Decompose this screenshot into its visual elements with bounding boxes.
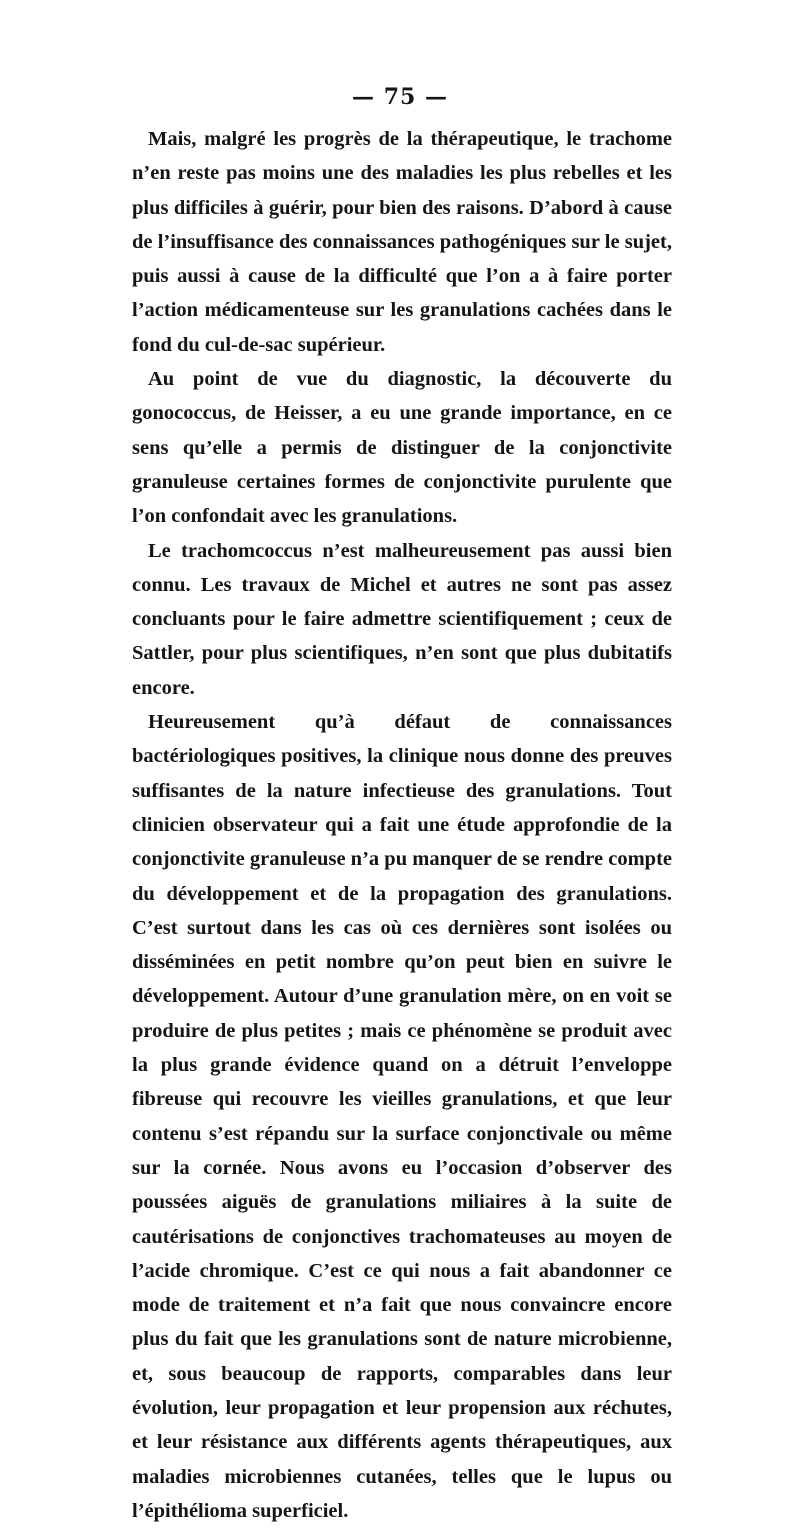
paragraph-clinical-evidence: Heureusement qu’à défaut de connaissances bactériologiques positives, la clinique nous donne des preuves suffisantes de la nature infectieuse des granulations. Tout clinicien observateur qui a fait une étude approfondie de la conjonctivite granuleuse n’a pu manquer de se rendre compte du développement et de la propagation des granulations. C’est surtout dans les cas où ces dernières sont isolées ou disséminées en petit nombre qu’on peut bien en suivre le développement. Autour d’une granulation mère, on en voit se produire de plus petites ; mais ce phénomène se produit avec la plus grande évidence quand on a détruit l’enveloppe fibreuse qui recouvre les vieilles granulations, et que leur contenu s’est répandu sur la surface conjonctivale ou même sur la cornée. Nous avons eu l’occasion d’observer des poussées aiguës de granulations miliaires à la suite de cautérisations de conjonctives trachomateuses au moyen de l’acide chromique. C’est ce qui nous a fait abandonner ce mode de traitement et n’a fait que nous convaincre encore plus du fait que les granulations sont de nature microbienne, et, sous beaucoup de rapports, comparables dans leur évolution, leur propagation et leur propension aux réchutes, et leur résistance aux différents agents thérapeutiques, aux maladies microbiennes cutanées, telles que le lupus ou l’épithélioma superficiel.	[132, 711, 672, 1522]
body-text	[132, 122, 672, 1528]
paragraph-trachomcoccus: Le trachomcoccus n’est malheureusement pas aussi bien connu. Les travaux de Michel et autres ne sont pas assez concluants pour le faire admettre scientifiquement ; ceux de Sattler, pour plus scientifiques, n’en sont que plus dubitatifs encore.	[132, 539, 672, 699]
paragraph-diagnosis-gonococcus: Au point de vue du diagnostic, la découverte du gonococcus, de Heisser, a eu une grande importance, en ce sens qu’elle a permis de distinguer de la conjonctivite granuleuse certaines formes de conjonctivite purulente que l’on confondait avec les granulations.	[132, 368, 672, 528]
page-number: — 75 —	[352, 84, 448, 110]
paragraph-treatment-difficulty: Mais, malgré les progrès de la thérapeutique, le trachome n’en reste pas moins une des maladies les plus rebelles et les plus difficiles à guérir, pour bien des raisons. D’abord à cause de l’insuffisance des connaissances pathogéniques sur le sujet, puis aussi à cause de la difficulté que l’on a à faire porter l’action médicamenteuse sur les granulations cachées dans le fond du cul-de-sac supérieur.	[132, 128, 672, 356]
